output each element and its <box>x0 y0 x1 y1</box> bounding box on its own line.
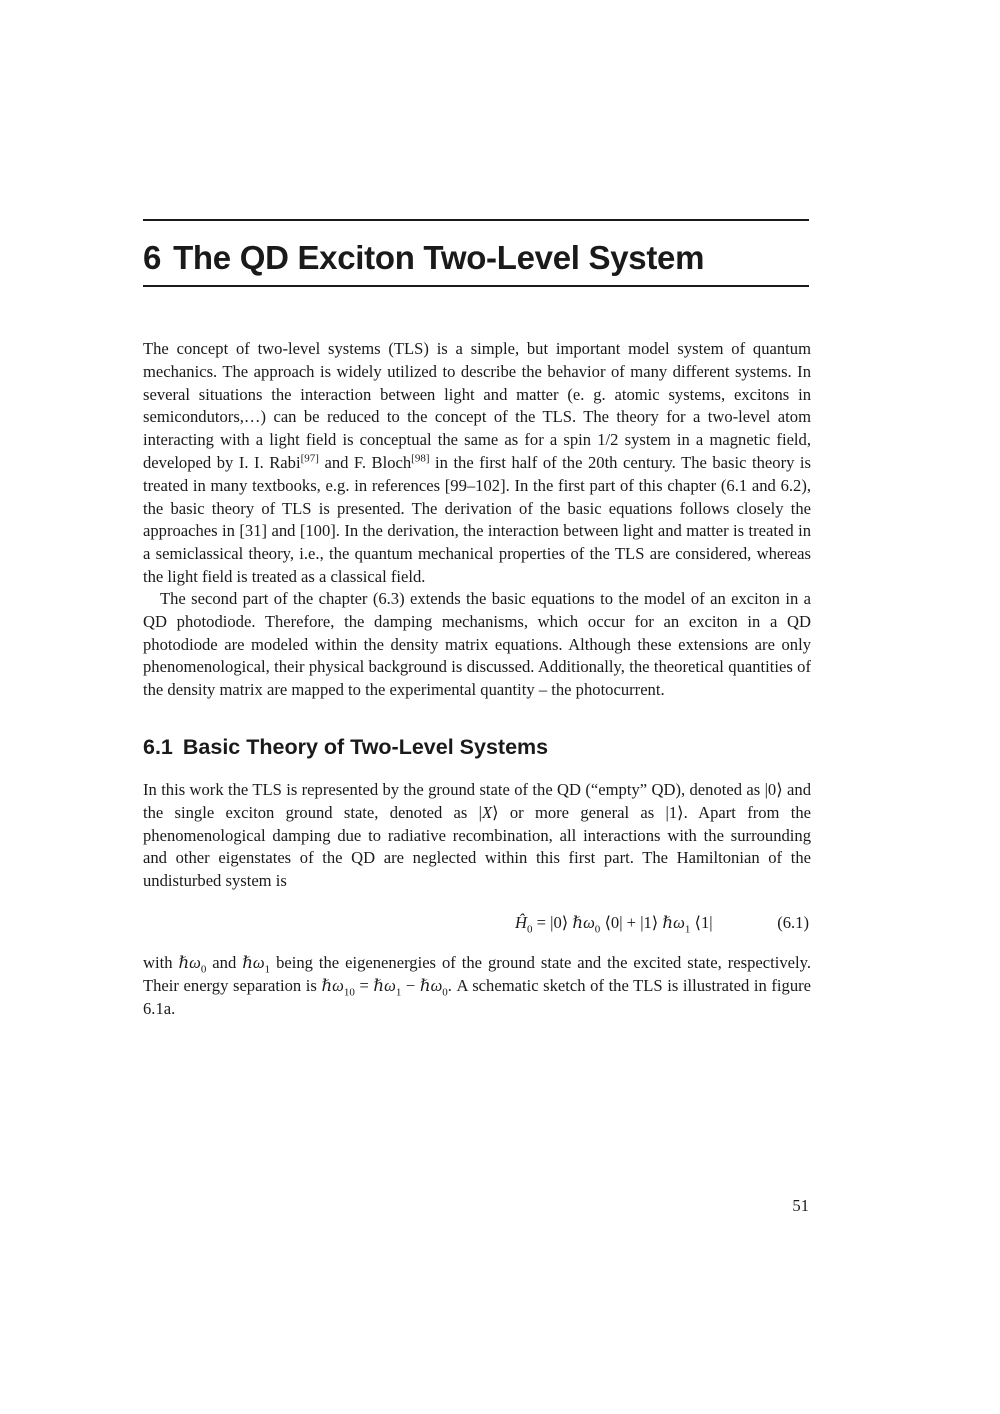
intro-paragraph-1 <box>143 338 811 589</box>
math-subscript: 0 <box>594 923 601 936</box>
math-symbol: ω <box>384 975 396 995</box>
section-number: 6.1 <box>143 735 173 759</box>
section-paragraph-2 <box>143 952 811 1020</box>
math-symbol: X <box>481 802 493 822</box>
math-subscript: 0 <box>200 963 207 976</box>
math-run: ⟨0| + |1⟩ ℏ <box>600 913 674 932</box>
math-subscript: 1 <box>395 986 402 999</box>
math-run: ⟨1| <box>690 913 713 932</box>
math-subscript: 10 <box>343 986 355 999</box>
hamiltonian-expression <box>515 910 713 936</box>
math-symbol: ω <box>332 975 344 995</box>
intro-paragraph-2: The second part of the chapter (6.3) extends the basic equations to the model of an exciton in a QD photodiode. Therefore, the damping mechanisms, which occur for an exciton in a QD photodiode are modeled within the density matrix equations. Although these extensions are only phenomenological, their physical background is discussed. Additionally, the theoretical quantities of the density matrix are mapped to the experimental quantity – the photocurrent. <box>143 589 811 700</box>
text-run: . A schematic sketch of the TLS is illustrated in figure 6.1a. <box>143 975 812 1018</box>
page-number: 51 <box>792 1196 809 1215</box>
section-paragraph-1 <box>143 779 811 893</box>
chapter-number: 6 <box>143 239 162 276</box>
math-symbol: ω <box>583 913 595 932</box>
math-symbol: ω <box>673 913 685 932</box>
text-run: − ℏ <box>401 975 431 995</box>
text-run: with ℏ <box>143 953 190 972</box>
text-run: In this work the TLS is represented by the ground state of the QD (“empty” QD), denoted as |0⟩ and the single exciton ground state, denoted as | <box>143 780 811 822</box>
chapter-top-rule <box>143 219 809 221</box>
text-run: ⟩ or more general as |1⟩. Apart from the phenomenological damping due to radiative recombination, all interactions with the surrounding and other eigenstates of the QD are neglected within this first part. The Hamiltonian of the undisturbed system is <box>143 802 811 891</box>
text-run: = ℏ <box>354 975 385 995</box>
chapter-bottom-rule <box>143 285 809 287</box>
math-subscript: 0 <box>526 923 533 936</box>
math-symbol: ω <box>189 953 201 972</box>
text-run: The concept of two-level systems (TLS) is a simple, but important model system of quantum mechanics. The approach is widely utilized to describe the behavior of many different systems. In several situations the interaction between light and matter (e. g. atomic systems, excitons in semicondutors,…) can be reduced to the concept of the TLS. The theory for a two-level atom interacting with a light field is conceptual the same as for a spin 1/2 system in a magnetic field, developed by I. I. Rabi <box>143 339 811 472</box>
math-subscript: 0 <box>442 986 448 999</box>
text-run: in the first half of the 20th century. The basic theory is treated in many textbooks, e.g. in references [99–102]. In the first part of this chapter (6.1 and 6.2), the basic theory of TLS is presented. The derivation of the basic equations follows closely the approaches in [31] and [100]. In the derivation, the interaction between light and matter is treated in a semiclassical theory, i.e., the quantum mechanical properties of the TLS are considered, whereas the light field is treated as a classical field. <box>143 452 811 586</box>
math-run: = |0⟩ ℏ <box>532 913 584 932</box>
section-title <box>143 733 548 761</box>
section-title-text: Basic Theory of Two-Level Systems <box>182 735 549 759</box>
math-symbol: ω <box>430 975 443 995</box>
text-run: and ℏ <box>206 953 253 972</box>
math-subscript: 1 <box>264 963 271 976</box>
chapter-title <box>143 236 809 280</box>
equation-number: (6.1) <box>777 913 809 932</box>
chapter-title-text: The QD Exciton Two-Level System <box>173 239 705 276</box>
equation-6-1 <box>143 910 809 936</box>
math-subscript: 1 <box>684 923 691 936</box>
math-symbol: Ĥ <box>515 913 527 932</box>
math-symbol: ω <box>252 953 265 972</box>
text-run: and F. Bloch <box>318 452 412 472</box>
citation-98: [98] <box>411 452 430 465</box>
citation-97: [97] <box>300 452 319 465</box>
text-run: being the eigenenergies of the ground state and the excited state, respectively. Their energy separation is ℏ <box>143 953 811 995</box>
